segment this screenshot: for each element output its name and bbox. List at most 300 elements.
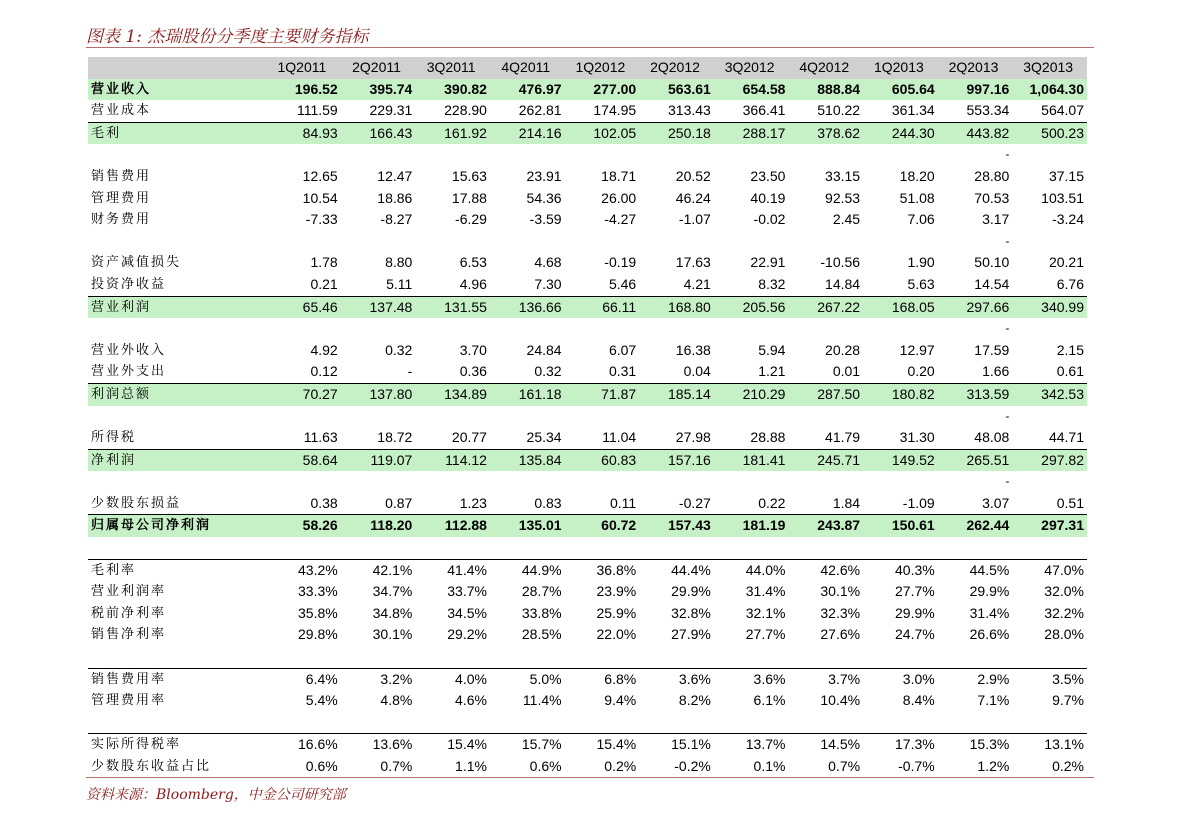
column-header: 3Q2013 [1012,57,1087,79]
dash-row [88,231,1087,253]
table-row [88,668,1087,690]
value-cell: 15.4% [596,736,637,753]
value-cell: 1.78 [310,254,338,271]
dash-row [88,144,1087,166]
value-cell: 654.58 [714,79,789,101]
dash-cell: - [1005,321,1010,336]
value-cell: 33.15 [825,167,861,184]
column-header: 1Q2011 [266,57,341,79]
row-label: 毛利 [88,122,266,144]
value-cell: -1.07 [678,211,711,228]
value-cell: 0.7% [380,758,413,774]
value-cell: 42.6% [820,561,861,578]
value-cell: 510.22 [788,100,863,122]
dash-cell [415,318,490,340]
value-cell: 44.0% [745,561,786,578]
value-cell: 6.4% [305,670,338,687]
row-label: 营业外收入 [91,342,167,358]
value-cell: 0.04 [639,361,714,383]
value-cell: 66.11 [565,296,640,318]
table-row [88,449,1087,471]
row-label: 少数股东损益 [88,493,266,515]
value-cell: 40.3% [895,561,935,578]
value-cell: 27.6% [820,626,861,643]
row-label: 毛利率 [91,562,137,578]
value-cell: 5.63 [863,274,938,296]
spacer-cell [415,712,490,734]
dash-cell [565,406,640,428]
value-cell: 44.4% [671,561,711,578]
value-cell: 1.1% [455,758,487,774]
value-cell: 31.30 [863,427,938,449]
row-label: 净利润 [88,449,266,471]
row-label: 营业收入 [88,79,266,101]
spacer-cell [88,712,266,734]
value-cell: 8.80 [385,254,413,271]
value-cell: 23.50 [750,167,786,184]
value-cell: 15.4% [447,736,487,753]
value-cell: 243.87 [788,515,863,537]
dash-cell [788,318,863,340]
dash-cell [341,144,416,166]
value-cell: 32.0% [1044,583,1084,600]
value-cell: -4.27 [604,211,637,228]
value-cell: 361.34 [863,100,938,122]
value-cell: - [341,361,416,383]
value-cell: 15.7% [521,736,562,753]
value-cell: -0.2% [674,758,711,774]
value-cell: 0.11 [565,493,640,515]
value-cell: 40.19 [750,189,786,206]
dash-cell [1012,318,1087,340]
value-cell: -0.7% [898,758,935,774]
value-cell: 58.26 [266,515,341,537]
value-cell: 84.93 [266,122,341,144]
value-cell: 0.87 [341,493,416,515]
value-cell: 366.41 [714,100,789,122]
column-header: 2Q2012 [639,57,714,79]
value-cell: 12.97 [899,341,935,358]
value-cell: 28.88 [714,427,789,449]
value-cell: 1.84 [788,493,863,515]
row-label: 归属母公司净利润 [88,515,266,537]
spacer-cell [639,537,714,559]
spacer-cell [266,712,341,734]
value-cell: 12.65 [302,167,338,184]
value-cell: 9.4% [604,692,637,709]
value-cell: 29.2% [447,626,487,643]
value-cell: 92.53 [825,189,861,206]
value-cell: 313.43 [639,100,714,122]
value-cell: -6.29 [455,211,487,228]
dash-cell [490,144,565,166]
spacer-cell [1012,646,1087,668]
spacer-cell [341,646,416,668]
value-cell: 476.97 [490,79,565,101]
value-cell: 24.7% [895,626,935,643]
dash-cell [490,231,565,253]
value-cell: 4.0% [455,670,487,687]
value-cell: 6.76 [1012,274,1087,296]
dash-cell [266,471,341,493]
table-row [88,493,1087,515]
value-cell: 26.00 [601,189,637,206]
dash-cell [714,471,789,493]
value-cell: 15.1% [671,736,711,753]
title-divider [86,47,1094,48]
dash-cell [266,231,341,253]
table-row [88,734,1087,756]
table-row [88,274,1087,296]
column-header: 3Q2011 [415,57,490,79]
figure-title: 图表 1: 杰瑞股份分季度主要财务指标 [86,27,369,47]
value-cell: 1.66 [938,361,1013,383]
spacer-row [88,646,1087,668]
value-cell: 262.44 [938,515,1013,537]
value-cell: 3.6% [753,670,786,687]
source-note: 资料来源：Bloomberg，中金公司研究部 [86,787,346,803]
row-label: 少数股东收益占比 [91,759,212,774]
dash-cell [639,471,714,493]
value-cell: 297.66 [938,296,1013,318]
dash-cell [565,318,640,340]
spacer-cell [565,537,640,559]
value-cell: 0.7% [828,758,861,774]
value-cell: 500.23 [1012,122,1087,144]
dash-cell: - [1005,408,1010,423]
table-row [88,100,1087,122]
financial-table [88,57,1087,778]
value-cell: 22.91 [750,254,786,271]
column-header: 1Q2012 [565,57,640,79]
value-cell: 297.31 [1012,515,1087,537]
value-cell: 29.9% [895,604,935,621]
dash-cell: - [1005,233,1010,248]
spacer-cell [938,712,1013,734]
dash-cell [1012,406,1087,428]
value-cell: 0.20 [863,361,938,383]
value-cell: 15.63 [451,167,487,184]
value-cell: 277.00 [565,79,640,101]
row-label: 利润总额 [88,383,266,405]
dash-cell [863,318,938,340]
value-cell: 42.1% [372,561,413,578]
value-cell: 0.38 [266,493,341,515]
value-cell: 32.3% [820,604,861,621]
value-cell: 0.22 [714,493,789,515]
value-cell: 37.15 [1048,167,1084,184]
spacer-cell [266,537,341,559]
value-cell: 70.53 [974,189,1010,206]
value-cell: 34.7% [372,583,413,600]
dash-cell [266,144,341,166]
value-cell: 30.1% [820,583,861,600]
spacer-cell [341,537,416,559]
table-row [88,559,1087,581]
value-cell: 33.8% [521,604,562,621]
dash-cell [863,144,938,166]
value-cell: 32.1% [745,604,786,621]
value-cell: 46.24 [675,189,711,206]
value-cell: 14.54 [938,274,1013,296]
value-cell: 16.38 [675,341,711,358]
value-cell: 134.89 [415,383,490,405]
row-label: 所得税 [88,427,266,449]
value-cell: 395.74 [341,79,416,101]
value-cell: 287.50 [788,383,863,405]
spacer-cell [938,646,1013,668]
dash-cell: - [1005,474,1010,489]
spacer-cell [1012,537,1087,559]
value-cell: 70.27 [266,383,341,405]
value-cell: 20.77 [415,427,490,449]
value-cell: 1,064.30 [1012,79,1087,101]
value-cell: 26.6% [969,626,1010,643]
spacer-cell [88,646,266,668]
row-label: 实际所得税率 [91,737,182,753]
value-cell: 161.18 [490,383,565,405]
value-cell: 35.8% [298,604,338,621]
value-cell: 5.4% [305,692,338,709]
table-row [88,252,1087,274]
value-cell: 119.07 [341,449,416,471]
value-cell: -0.27 [639,493,714,515]
value-cell: 32.2% [1044,604,1084,621]
value-cell: 1.23 [415,493,490,515]
value-cell: 44.71 [1012,427,1087,449]
value-cell: 288.17 [714,122,789,144]
value-cell: 27.7% [895,583,935,600]
row-label: 营业成本 [88,100,266,122]
table-row [88,383,1087,405]
dash-cell [788,144,863,166]
value-cell: 50.10 [974,254,1010,271]
value-cell: 7.1% [977,692,1010,709]
row-label [88,471,266,493]
row-label: 资产减值损失 [91,255,182,271]
value-cell: 29.9% [969,583,1010,600]
value-cell: 33.7% [447,583,487,600]
row-label: 营业外支出 [88,361,266,383]
value-cell: 17.63 [675,254,711,271]
table-row [88,581,1087,603]
value-cell: 0.32 [490,361,565,383]
value-cell: 888.84 [788,79,863,101]
value-cell: 18.86 [377,189,413,206]
value-cell: 118.20 [341,515,416,537]
spacer-cell [788,712,863,734]
value-cell: 3.7% [828,670,861,687]
value-cell: 23.91 [526,167,562,184]
value-cell: 41.79 [788,427,863,449]
value-cell: 27.98 [639,427,714,449]
value-cell: 28.0% [1044,626,1084,643]
dash-cell [639,231,714,253]
value-cell: 1.21 [714,361,789,383]
value-cell: 29.9% [671,583,711,600]
spacer-cell [266,646,341,668]
dash-cell [639,406,714,428]
dash-cell [341,471,416,493]
value-cell: 3.5% [1052,670,1084,687]
value-cell: -1.09 [863,493,938,515]
dash-cell [863,471,938,493]
table-row [88,515,1087,537]
value-cell: 13.1% [1044,736,1084,753]
row-label: 税前净利率 [91,605,167,621]
row-label: 销售费用 [91,168,152,184]
value-cell: 15.3% [969,736,1010,753]
spacer-cell [714,646,789,668]
value-cell: 18.71 [601,167,637,184]
value-cell: 0.2% [1052,758,1084,774]
spacer-cell [341,712,416,734]
table-row [88,122,1087,144]
spacer-cell [490,646,565,668]
value-cell: 137.48 [341,296,416,318]
value-cell: 0.83 [490,493,565,515]
column-header: 1Q2013 [863,57,938,79]
dash-cell [714,231,789,253]
value-cell: 24.84 [526,341,562,358]
value-cell: 250.18 [639,122,714,144]
value-cell: 443.82 [938,122,1013,144]
row-label [88,231,266,253]
dash-cell [863,231,938,253]
value-cell: 313.59 [938,383,1013,405]
value-cell: 14.84 [788,274,863,296]
value-cell: 32.8% [671,604,711,621]
value-cell: 12.47 [377,167,413,184]
row-label: 管理费用率 [91,693,167,709]
dash-cell [341,231,416,253]
value-cell: 30.1% [372,626,413,643]
dash-cell [863,406,938,428]
value-cell: 0.21 [266,274,341,296]
value-cell: 54.36 [526,189,562,206]
spacer-cell [938,537,1013,559]
dash-cell [714,144,789,166]
spacer-cell [714,712,789,734]
value-cell: 60.83 [565,449,640,471]
value-cell: 22.0% [596,626,637,643]
value-cell: 131.55 [415,296,490,318]
spacer-cell [415,646,490,668]
row-label: 销售净利率 [91,627,167,643]
value-cell: 214.16 [490,122,565,144]
table-row [88,79,1087,101]
value-cell: 47.0% [1044,561,1084,578]
value-cell: 2.45 [832,211,861,228]
dash-row [88,318,1087,340]
value-cell: 0.36 [415,361,490,383]
value-cell: 10.4% [820,692,861,709]
dash-cell [341,318,416,340]
value-cell: 102.05 [565,122,640,144]
dash-cell [266,406,341,428]
value-cell: 41.4% [447,561,487,578]
value-cell: 14.5% [820,736,861,753]
row-label: 投资净收益 [88,274,266,296]
value-cell: 267.22 [788,296,863,318]
value-cell: 20.28 [825,341,861,358]
value-cell: 65.46 [266,296,341,318]
spacer-row [88,537,1087,559]
table-row [88,603,1087,625]
dash-cell [714,406,789,428]
value-cell: 136.66 [490,296,565,318]
value-cell: 7.30 [490,274,565,296]
spacer-row [88,712,1087,734]
value-cell: 17.3% [895,736,935,753]
row-label [88,144,266,166]
value-cell: 3.0% [902,670,935,687]
value-cell: 28.5% [521,626,562,643]
value-cell: 0.01 [788,361,863,383]
value-cell: 10.54 [302,189,338,206]
dash-cell [565,231,640,253]
value-cell: 6.1% [753,692,786,709]
value-cell: 0.12 [266,361,341,383]
spacer-cell [565,646,640,668]
row-label: 营业利润率 [91,584,167,600]
dash-cell [714,318,789,340]
value-cell: -7.33 [305,211,338,228]
value-cell: 17.59 [974,341,1010,358]
value-cell: 6.8% [604,670,637,687]
value-cell: 181.19 [714,515,789,537]
spacer-cell [863,712,938,734]
spacer-cell [788,646,863,668]
row-label: 财务费用 [91,212,152,228]
value-cell: -8.27 [380,211,413,228]
value-cell: 18.72 [341,427,416,449]
value-cell: -0.02 [753,211,786,228]
value-cell: 6.07 [608,341,637,358]
value-cell: 9.7% [1052,692,1084,709]
value-cell: 0.2% [604,758,637,774]
dash-cell [788,406,863,428]
value-cell: 4.6% [455,692,487,709]
table-row [88,690,1087,712]
table-header-row [88,57,1087,79]
value-cell: 103.51 [1041,189,1084,206]
value-cell: 3.07 [938,493,1013,515]
value-cell: 3.70 [459,341,487,358]
value-cell: 0.61 [1012,361,1087,383]
column-header: 4Q2011 [490,57,565,79]
value-cell: 553.34 [938,100,1013,122]
value-cell: 0.32 [385,341,413,358]
value-cell: 210.29 [714,383,789,405]
spacer-cell [788,537,863,559]
value-cell: 2.15 [1056,341,1084,358]
value-cell: 34.8% [372,604,413,621]
value-cell: 28.7% [521,583,562,600]
spacer-cell [863,646,938,668]
value-cell: 5.11 [341,274,416,296]
table-row [88,427,1087,449]
value-cell: 8.32 [714,274,789,296]
value-cell: 6.53 [459,254,487,271]
value-cell: 563.61 [639,79,714,101]
dash-cell [490,406,565,428]
value-cell: 205.56 [714,296,789,318]
table-row [88,361,1087,383]
table-row [88,166,1087,188]
value-cell: 135.01 [490,515,565,537]
value-cell: 20.52 [675,167,711,184]
